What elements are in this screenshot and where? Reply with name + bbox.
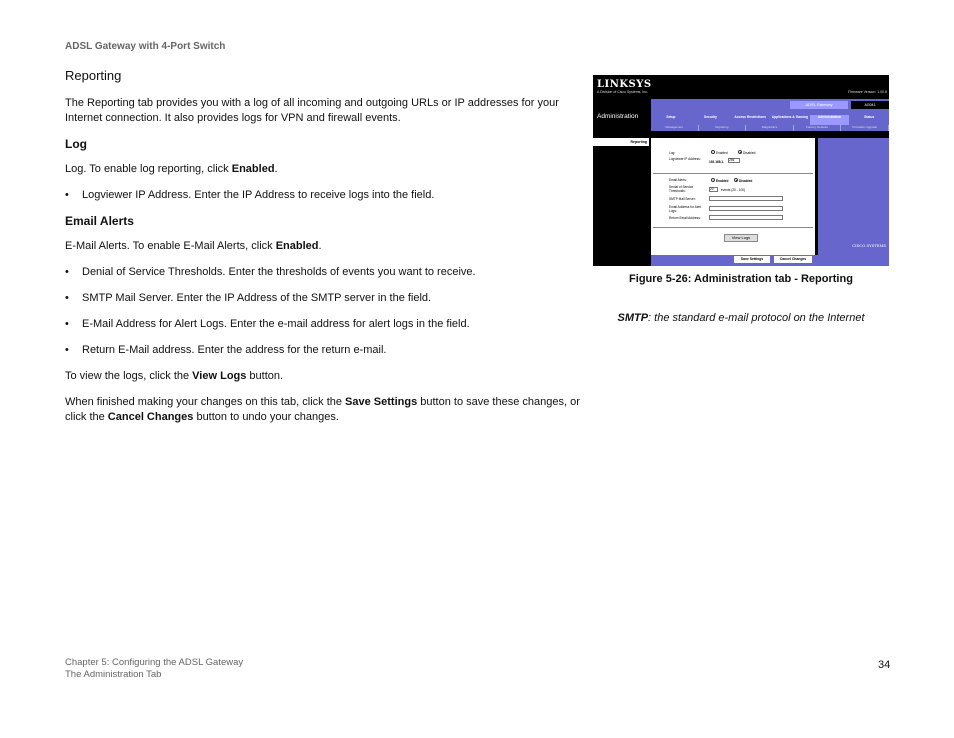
log-disabled-label: Disabled (743, 151, 756, 155)
smtp-server-input[interactable] (709, 196, 783, 201)
log-disabled-radio[interactable] (738, 150, 742, 154)
list-item: • SMTP Mail Server. Enter the IP Address of the SMTP server in the field. (65, 291, 585, 306)
subtab-diagnostics[interactable]: Diagnostics (746, 125, 794, 131)
log-paragraph: Log. To enable log reporting, click Enabled. (65, 163, 278, 175)
footer (65, 657, 243, 681)
email-enabled-radio[interactable] (711, 178, 715, 182)
product-name: ADSL Gateway (790, 101, 848, 109)
log-label: Log: (669, 151, 676, 155)
tab-status[interactable]: Status (864, 115, 875, 119)
tab-applications-gaming[interactable]: Applications & Gaming (771, 115, 808, 119)
subtab-management[interactable]: Management (651, 125, 699, 131)
footer-chapter: Chapter 5: Configuring the ADSL Gateway (65, 657, 244, 668)
dos-threshold-input[interactable]: 20 (709, 187, 718, 192)
smtp-definition: SMTP: the standard e-mail protocol on the Internet (617, 312, 865, 324)
subtab-firmware-upgrade[interactable]: Firmware Upgrade (841, 125, 889, 131)
email-disabled-label: Disabled (739, 179, 753, 183)
section-title: Reporting (65, 68, 122, 83)
intro-paragraph: The Reporting tab provides you with a log of all incoming and outgoing URLs or IP addresses for your Internet connection. It also provides logs for VPN and firewall events. (65, 97, 559, 124)
firmware-version: Firmware Version: 1.00.8 (848, 90, 887, 94)
subtab-factory-defaults[interactable]: Factory Defaults (794, 125, 842, 131)
section-label: Administration (597, 113, 639, 120)
return-email-input[interactable] (709, 215, 783, 220)
email-alerts-bullet-list (65, 265, 585, 358)
logviewer-label: Logviewer IP Address: (669, 157, 701, 161)
list-item: • Return E-Mail address. Enter the address for the return e-mail. (65, 343, 585, 358)
alert-email-label: Email Address for Alert Logs: (669, 205, 702, 213)
smtp-label: SMTP Mail Server: (669, 197, 696, 201)
log-heading: Log (65, 137, 87, 151)
tab-security[interactable]: Security (704, 115, 718, 119)
save-settings-button[interactable]: Save Settings (734, 256, 770, 263)
figure-screenshot (593, 75, 889, 266)
page-number: 34 (878, 659, 891, 671)
left-column (593, 138, 651, 266)
email-alerts-label: Email Alerts: (669, 178, 687, 182)
figure-caption: Figure 5-26: Administration tab - Reporting (629, 273, 853, 285)
divider (653, 227, 813, 228)
finish-paragraph: When finished making your changes on this tab, click the Save Settings button to save these changes, or click the Cancel Changes button to undo your changes. (65, 396, 580, 423)
email-enabled-label: Enabled (716, 179, 729, 183)
log-enabled-radio[interactable] (711, 150, 715, 154)
log-enabled-label: Enabled (716, 151, 728, 155)
model-number: AG041 (851, 101, 889, 109)
list-item: • E-Mail Address for Alert Logs. Enter the e-mail address for alert logs in the field. (65, 317, 585, 332)
email-disabled-radio[interactable] (734, 178, 738, 182)
subtab-reporting[interactable]: Reporting (699, 125, 747, 131)
list-item: • Denial of Service Thresholds. Enter the thresholds of events you want to receive. (65, 265, 585, 280)
dos-hint: events (20 - 100) (721, 188, 746, 192)
logo-subtitle: A Division of Cisco Systems, Inc. (597, 90, 648, 94)
left-section-title: Reporting (593, 138, 649, 146)
footer-section: The Administration Tab (65, 669, 162, 680)
log-bullet-list (65, 188, 585, 203)
alert-email-input[interactable] (709, 206, 783, 211)
tab-setup[interactable]: Setup (666, 115, 676, 119)
main-column (65, 68, 585, 436)
email-alerts-heading: Email Alerts (65, 214, 134, 228)
tab-access-restrictions[interactable]: Access Restrictions (734, 115, 766, 119)
sub-tabs (651, 125, 889, 131)
cancel-changes-button[interactable]: Cancel Changes (774, 256, 812, 263)
linksys-logo: LINKSYS (597, 79, 652, 90)
logviewer-prefix: 192.168.1. (709, 160, 725, 164)
return-email-label: Return Email Address: (669, 216, 701, 220)
dos-label: Denial of Service Thresholds: (669, 185, 694, 193)
running-header: ADSL Gateway with 4-Port Switch (65, 41, 226, 52)
list-item: • Logviewer IP Address. Enter the IP Address to receive logs into the field. (65, 188, 585, 203)
divider (653, 173, 813, 174)
tab-administration[interactable]: Administration (810, 115, 850, 125)
email-alerts-paragraph: E-Mail Alerts. To enable E-Mail Alerts, click Enabled. (65, 240, 322, 252)
cisco-logo: CISCO SYSTEMS (852, 243, 886, 248)
logviewer-ip-input[interactable]: 255 (728, 158, 740, 163)
view-logs-button[interactable]: View Logs (724, 234, 758, 242)
view-logs-paragraph: To view the logs, click the View Logs button. (65, 370, 284, 382)
main-tabs (651, 115, 889, 125)
